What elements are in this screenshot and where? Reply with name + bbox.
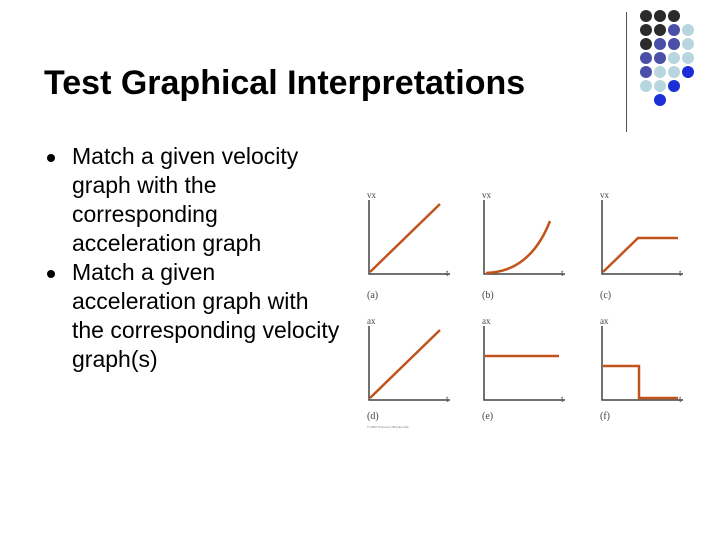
dot-grid-decoration [640, 10, 694, 106]
panel-e-caption: (e) [482, 411, 494, 422]
decorative-dot [654, 66, 666, 78]
panel-f-axes [602, 326, 683, 400]
decorative-dot [640, 38, 652, 50]
panel-d-curve [370, 330, 440, 398]
panel-d-caption: (d) [367, 411, 379, 422]
decorative-dot [682, 66, 694, 78]
graph-panels-svg [362, 186, 692, 431]
panel-d-x-label: t [446, 394, 449, 404]
panel-b-y-label: vx [482, 190, 491, 200]
panel-a-curve [370, 204, 440, 272]
bullet-icon [47, 270, 55, 278]
decorative-dot [668, 80, 680, 92]
panel-f [600, 316, 683, 422]
decorative-dot [668, 24, 680, 36]
decorative-dot [654, 94, 666, 106]
decorative-dot [682, 24, 694, 36]
decorative-dot [668, 66, 680, 78]
bullet-item [44, 142, 344, 258]
decorative-dot [668, 52, 680, 64]
decorative-dot [668, 38, 680, 50]
panel-f-caption: (f) [600, 411, 610, 422]
decorative-dot [640, 52, 652, 64]
decorative-dot [682, 38, 694, 50]
panel-a-y-label: vx [367, 190, 376, 200]
panel-c-caption: (c) [600, 290, 612, 301]
decorative-dot [682, 80, 694, 92]
decorative-dot [682, 94, 694, 106]
panel-f-y-label: ax [600, 316, 609, 326]
panel-e-x-label: t [561, 394, 564, 404]
graph-figure [362, 186, 692, 431]
panel-e-y-label: ax [482, 316, 491, 326]
decorative-dot [668, 10, 680, 22]
decorative-dot [682, 52, 694, 64]
decorative-dot [640, 80, 652, 92]
panel-c-curve [603, 238, 678, 272]
panel-d-y-label: ax [367, 316, 376, 326]
figure-credit: © 2004 Thomson / Brooks Cole [367, 425, 409, 429]
panel-a-caption: (a) [367, 290, 379, 301]
panel-c-y-label: vx [600, 190, 609, 200]
decorative-dot [654, 38, 666, 50]
panel-a-x-label: t [446, 268, 449, 278]
decorative-dot [654, 80, 666, 92]
panel-b [482, 190, 565, 301]
decorative-dot [640, 66, 652, 78]
panel-a [367, 190, 450, 301]
panel-e [482, 316, 565, 422]
panel-f-x-label: t [679, 394, 682, 404]
decorative-dot [654, 24, 666, 36]
panel-d [367, 316, 450, 429]
decorative-dot [640, 10, 652, 22]
bullet-text: Match a given acceleration graph with the corresponding velocity graph(s) [72, 259, 340, 372]
bullet-list [44, 142, 344, 374]
divider-line [626, 12, 627, 132]
decorative-dot [654, 10, 666, 22]
panel-c-x-label: t [679, 268, 682, 278]
panel-b-curve [486, 221, 550, 273]
decorative-dot [640, 94, 652, 106]
bullet-icon [47, 154, 55, 162]
bullet-text: Match a given velocity graph with the corresponding acceleration graph [72, 143, 299, 256]
panel-f-curve [603, 366, 678, 398]
panel-c [600, 190, 683, 301]
bullet-item [44, 258, 344, 374]
decorative-dot [682, 10, 694, 22]
panel-b-axes [484, 200, 565, 274]
panel-b-caption: (b) [482, 290, 494, 301]
decorative-dot [640, 24, 652, 36]
decorative-dot [668, 94, 680, 106]
panel-b-x-label: t [561, 268, 564, 278]
panel-e-axes [484, 326, 565, 400]
decorative-dot [654, 52, 666, 64]
slide-title: Test Graphical Interpretations [44, 64, 526, 102]
